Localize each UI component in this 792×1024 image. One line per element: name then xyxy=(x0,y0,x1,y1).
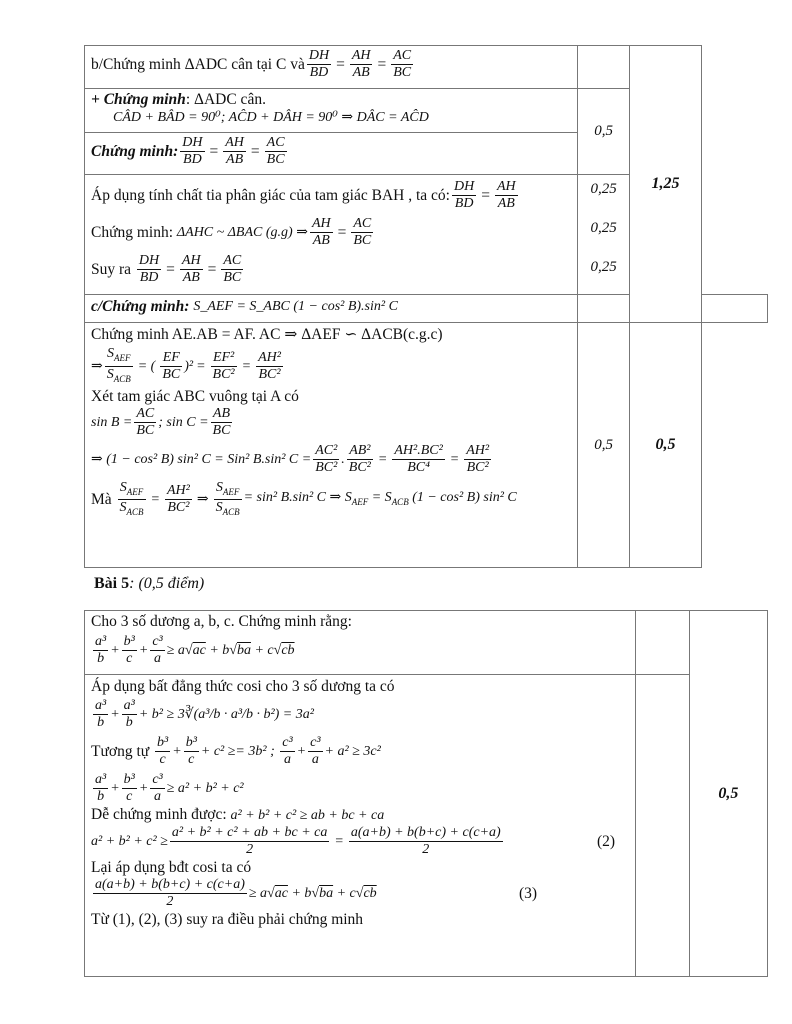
c-head: c/Chứng minh: xyxy=(91,298,190,315)
row-proof-ratio: Chứng minh: $\frac{DH}{BD}$ = $\frac{AH}{AB}$ = $\frac{AC}{BC}$ xyxy=(85,133,578,175)
proof-head-2: Chứng minh: xyxy=(91,142,179,160)
row-bai5-statement: Cho 3 số dương a, b, c. Chứng minh rằng: $\frac{\text{a³}}{b}$ + $\frac{\text{b³}}{c}$ + $\frac{\text{c³}}{a}$ ≥ a√ac + b√ba + c√cb xyxy=(85,611,636,675)
proof-head: + Chứng minh xyxy=(91,91,186,108)
frac-dh-bd: $\frac{DH}{BD}$ xyxy=(308,48,330,80)
grading-table-1 xyxy=(84,45,768,568)
cosi-text: Áp dụng bất đẳng thức cosi cho 3 số dương ta có xyxy=(91,678,395,695)
row-c-statement xyxy=(85,295,578,323)
score-cell xyxy=(635,611,689,675)
bai5-statement-text: Cho 3 số dương a, b, c. Chứng minh rằng: xyxy=(91,613,352,630)
score-cell xyxy=(578,46,630,89)
c-proof-line1: Chứng minh AE.AB = AF. AC ⇒ ΔAEF ∽ ΔACB(c.g.c) xyxy=(91,326,443,343)
angle-formula: CÂD + BÂD = 90⁰; AĈD + DÂH = 90⁰ ⇒ DÂC = AĈD xyxy=(113,110,429,125)
total-c: 0,5 xyxy=(630,323,702,568)
score-cell xyxy=(701,295,767,323)
tag-2: (2) xyxy=(597,833,616,850)
score-r4: 0,25 0,25 0,25 xyxy=(578,175,630,295)
proof-text: : ΔADC cân. xyxy=(185,91,266,108)
row-proof-adc xyxy=(85,89,578,133)
c-proof-line3: Xét tam giác ABC vuông tại A có xyxy=(91,387,299,405)
conclusion-text: Từ (1), (2), (3) suy ra điều phải chứng minh xyxy=(91,911,364,928)
de-chung-minh-text: Dễ chứng minh được: xyxy=(91,806,227,823)
bai5-title: Bài 5 xyxy=(94,575,130,592)
similar-formula: ΔAHC ~ ΔBAC (g.g) ⇒ xyxy=(176,225,308,240)
total-b: 1,25 xyxy=(630,46,702,323)
bisector-text: Áp dụng tính chất tia phân giác của tam giác BAH , ta có: xyxy=(91,186,450,204)
frac-ac-bc: $\frac{AC}{BC}$ xyxy=(393,48,412,80)
grading-table-2 xyxy=(84,610,768,977)
tag-3: (3) xyxy=(519,885,538,902)
total-bai5: 0,5 xyxy=(689,611,767,977)
c-formula: S_AEF = S_ABC (1 − cos² B).sin² C xyxy=(193,299,398,314)
row-b-statement: b/Chứng minh ΔADC cân tại C và $\frac{DH}{BD}$ = $\frac{AH}{AB}$ = $\frac{AC}{BC}$ xyxy=(85,46,578,89)
row-bai5-proof: Áp dụng bất đẳng thức cosi cho 3 số dương ta có $\frac{\text{a³}}{b}$ + $\frac{\text{a³}}{b}$ + b² ≥ 3∛(a³/b · a³/b · b²) = 3a² Tương tự $\frac{\text{b³}}{c}$ + $\frac{\text{b³}}{c}$ + c² ≥= 3b² ; $\frac{\text{c³}}{a}$ + $\frac{\text{c³}}{a}$ + a² ≥ 3c² $\frac{\text{a³}}{b}$ + $\frac{\text{b³}}{c}$ + $\frac{\text{c³}}{a}$ ≥ a² + b² + c² Dễ chứng minh được: a² + b² + c² ≥ ab + bc + ca a² + b² + c² ≥ $\frac{\text{a² + b² + c² + ab + bc + ca}}{2}$ = $\frac{a(a+b) + b(b+c) + c(c+a)}{2}$ (2) Lại áp dụng bđt cosi ta có $\frac{a(a+b) + b(b+c) + c(c+a)}{2}$ ≥ a√ac + b√ba + c√cb (3) Từ (1), (2), (3) suy ra điều phải chứng minh xyxy=(85,675,636,977)
row-c-proof: Chứng minh AE.AB = AF. AC ⇒ ΔAEF ∽ ΔACB(c.g.c) ⇒ $\frac{S_{AEF}}{S_{ACB}}$ = ( $\frac{EF}{BC}$ )² = $\frac{\text{EF²}}{\text{BC²}}$ = $\frac{\text{AH²}}{\text{BC²}}$ Xét tam giác ABC vuông tại A có sin B = $\frac{AC}{BC}$ ; sin C = $\frac{AB}{BC}$ ⇒ (1 − cos² B) sin² C = Sin² B.sin² C = $\frac{\text{AC²}}{\text{BC²}}$ . $\frac{\text{AB²}}{\text{BC²}}$ = $\frac{\text{AH².BC²}}{\text{BC⁴}}$ = $\frac{\text{AH²}}{\text{BC²}}$ Mà $\frac{S_{AEF}}{S_{ACB}}$ = $\frac{\text{AH²}}{\text{BC²}}$ ⇒ $\frac{S_{AEF}}{S_{ACB}}$ = sin² B.sin² C ⇒ $S_{AEF} = S_{ACB}$ (1 − cos² B) sin² C xyxy=(85,323,578,568)
score-r6: 0,5 xyxy=(578,323,630,568)
frac-ah-ab: $\frac{AH}{AB}$ xyxy=(351,48,371,80)
score-cell xyxy=(578,295,630,323)
bai5-heading xyxy=(94,575,204,593)
suy-ra-text: Suy ra xyxy=(91,260,132,278)
score-r2: 0,5 xyxy=(578,89,630,175)
de-formula: a² + b² + c² ≥ ab + bc + ca xyxy=(230,808,385,823)
score-cell xyxy=(635,675,689,977)
row-b-text: b/Chứng minh ΔADC cân tại C và xyxy=(91,55,305,73)
tuong-tu-text: Tương tự xyxy=(91,743,150,760)
lai-ap-dung-text: Lại áp dụng bđt cosi ta có xyxy=(91,859,252,876)
bai5-subtitle: : (0,5 điểm) xyxy=(129,575,205,592)
row-bisector: Áp dụng tính chất tia phân giác của tam giác BAH , ta có: $\frac{DH}{BD}$ = $\frac{AH}{AB}$ Chứng minh: ΔAHC ~ ΔBAC (g.g) ⇒ $\frac{AH}{AB}$ = $\frac{AC}{BC}$ Suy ra $\frac{DH}{BD}$ = $\frac{AH}{AB}$ = $\frac{AC}{BC}$ xyxy=(85,175,578,295)
ma-text: Mà xyxy=(91,491,112,509)
similar-text: Chứng minh: xyxy=(91,223,174,241)
